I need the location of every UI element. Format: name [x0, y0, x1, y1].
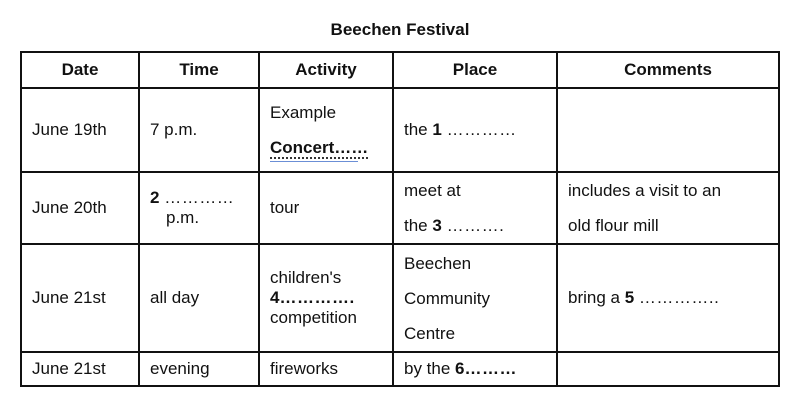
place-line: Community — [404, 288, 490, 308]
cell-place — [393, 244, 557, 352]
cell-time — [139, 172, 259, 244]
example-answer — [270, 139, 368, 159]
cell-comments — [557, 172, 779, 244]
time-suffix: p.m. — [166, 208, 200, 227]
header-place: Place — [393, 52, 557, 88]
cell-time: evening — [139, 352, 259, 386]
table-row — [21, 88, 779, 172]
comment-prefix: bring a — [568, 288, 620, 307]
place-line: meet at — [404, 181, 461, 200]
question-number: 6 — [455, 359, 465, 378]
place-line: Beechen — [404, 253, 472, 273]
answer-blank: ………….. — [638, 288, 720, 307]
page-title: Beechen Festival — [330, 20, 470, 39]
cell-place — [393, 88, 557, 172]
cell-place — [393, 172, 557, 244]
header-comments: Comments — [557, 52, 779, 88]
place-prefix: by the — [404, 359, 451, 378]
cell-date: June 21st — [21, 244, 139, 352]
question-number: 2 — [150, 188, 160, 207]
cell-activity: tour — [259, 172, 393, 244]
answer-blank: ………… — [446, 120, 517, 139]
table-row — [21, 244, 779, 352]
festival-table — [20, 51, 780, 387]
cell-activity — [259, 88, 393, 172]
place-line: Centre — [404, 323, 456, 343]
table-row — [21, 172, 779, 244]
comment-line: old flour mill — [568, 216, 659, 235]
header-date: Date — [21, 52, 139, 88]
question-number: 3 — [432, 216, 442, 235]
cell-comments — [557, 88, 779, 172]
comment-line: includes a visit to an — [568, 181, 722, 200]
cell-date: June 20th — [21, 172, 139, 244]
example-answer-dots: …… — [334, 138, 369, 157]
example-label: Example — [270, 103, 337, 122]
place-prefix: the — [404, 216, 428, 235]
example-answer-text: Concert — [270, 138, 335, 157]
cell-activity — [259, 244, 393, 352]
cell-date: June 19th — [21, 88, 139, 172]
question-number: 1 — [432, 120, 442, 139]
cell-comments — [557, 244, 779, 352]
cell-place — [393, 352, 557, 386]
answer-blank: …………. — [279, 288, 355, 307]
cell-time: all day — [139, 244, 259, 352]
cell-date: June 21st — [21, 352, 139, 386]
place-prefix: the — [404, 120, 428, 139]
table-row — [21, 352, 779, 386]
header-activity: Activity — [259, 52, 393, 88]
table-header-row — [21, 52, 779, 88]
cell-activity: fireworks — [259, 352, 393, 386]
question-number: 5 — [624, 288, 635, 307]
cell-time: 7 p.m. — [139, 88, 259, 172]
question-number: 4 — [270, 288, 280, 307]
answer-blank: ………… — [164, 188, 235, 207]
activity-line: children's — [270, 268, 342, 287]
answer-blank: ………. — [446, 216, 505, 235]
header-time: Time — [139, 52, 259, 88]
activity-line: competition — [270, 308, 357, 327]
cell-comments — [557, 352, 779, 386]
answer-blank: ……… — [464, 359, 518, 378]
